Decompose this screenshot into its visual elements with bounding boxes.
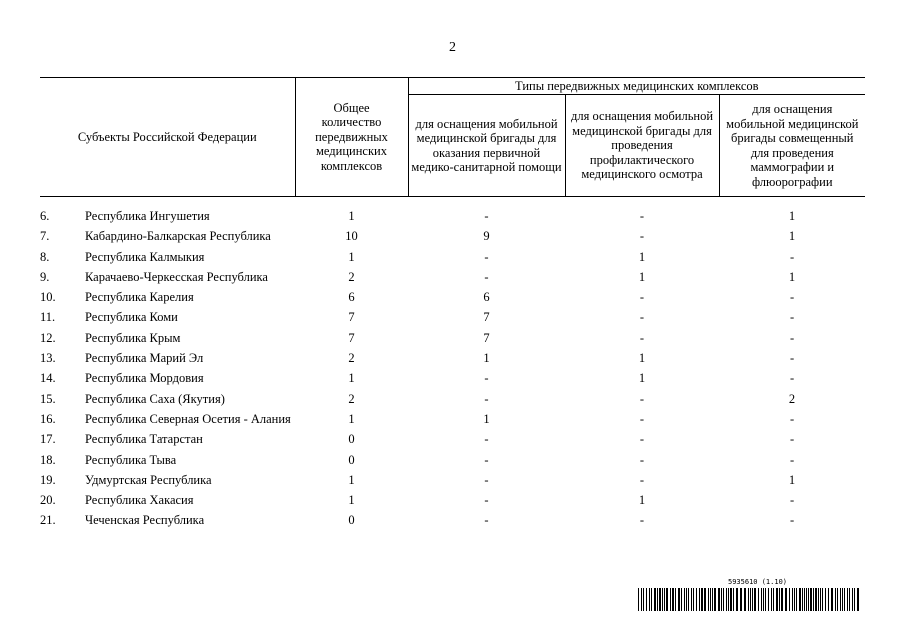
row-type2: - xyxy=(639,411,645,426)
row-type1: 7 xyxy=(483,330,490,345)
row-type3: 1 xyxy=(788,229,796,244)
row-total: 7 xyxy=(348,330,355,345)
row-total: 0 xyxy=(348,452,355,467)
row-type2: - xyxy=(639,432,645,447)
header-type2: для оснащения мобильной медицинской бригады для проведения профилактического медицинского осмотра xyxy=(565,95,719,197)
table-row xyxy=(40,493,865,513)
row-type2: - xyxy=(639,472,645,487)
barcode xyxy=(638,578,860,612)
row-type2: 1 xyxy=(638,493,646,508)
row-type2: 1 xyxy=(638,249,646,264)
row-type2: - xyxy=(639,452,645,467)
row-type1: - xyxy=(484,432,489,447)
row-number: 16. xyxy=(40,411,56,426)
header-total: Общее количество передвижных медицинских комплексов xyxy=(295,78,408,197)
row-type2: 1 xyxy=(638,269,646,284)
row-type3: 1 xyxy=(788,472,796,487)
row-total: 1 xyxy=(348,411,355,426)
row-total: 0 xyxy=(348,513,355,528)
row-total: 2 xyxy=(348,391,355,406)
row-type2: 1 xyxy=(638,371,646,386)
row-type1: 6 xyxy=(483,290,490,305)
row-type1: - xyxy=(484,513,489,528)
header-type3: для оснащения мобильной медицинской бригады совмещенный для проведения маммографии и флюорографии xyxy=(719,95,865,197)
row-type1: - xyxy=(484,452,489,467)
row-number: 10. xyxy=(40,290,56,305)
header-types: Типы передвижных медицинских комплексов xyxy=(408,78,865,95)
row-type2: - xyxy=(639,513,645,528)
row-subject-name: Чеченская Республика xyxy=(85,513,205,528)
row-type2: - xyxy=(639,209,645,223)
row-number: 8. xyxy=(40,249,50,264)
row-type1: - xyxy=(484,371,489,386)
row-subject-name: Республика Северная Осетия - Алания xyxy=(85,411,291,426)
row-number: 12. xyxy=(40,330,56,345)
table-row xyxy=(40,209,865,229)
row-total: 0 xyxy=(348,432,355,447)
row-subject-name: Удмуртская Республика xyxy=(85,472,212,487)
row-total: 1 xyxy=(348,249,355,264)
row-number: 9. xyxy=(40,269,50,284)
row-subject-name: Республика Коми xyxy=(85,310,178,325)
row-total: 10 xyxy=(345,229,358,244)
row-type2: - xyxy=(639,290,645,305)
row-number: 13. xyxy=(40,351,56,366)
row-type3: - xyxy=(789,351,795,366)
row-type3: - xyxy=(789,452,795,467)
row-type1: 1 xyxy=(483,411,490,426)
row-subject-name: Республика Хакасия xyxy=(85,493,194,508)
table-row xyxy=(40,290,865,310)
row-type1: 7 xyxy=(483,310,490,325)
table-row xyxy=(40,432,865,452)
table-row xyxy=(40,310,865,330)
row-total: 1 xyxy=(348,371,355,386)
row-total: 7 xyxy=(348,310,355,325)
table-row xyxy=(40,270,865,290)
row-total: 2 xyxy=(348,351,355,366)
row-number: 17. xyxy=(40,432,56,447)
table-row xyxy=(40,250,865,270)
row-type2: - xyxy=(639,330,645,345)
row-subject-name: Республика Карелия xyxy=(85,290,194,305)
row-type1: 9 xyxy=(483,229,490,244)
row-type2: - xyxy=(639,310,645,325)
row-number: 18. xyxy=(40,452,56,467)
row-number: 21. xyxy=(40,513,56,528)
row-type1: - xyxy=(484,269,489,284)
row-subject-name: Республика Марий Эл xyxy=(85,351,204,366)
row-subject-name: Карачаево-Черкесская Республика xyxy=(85,269,268,284)
row-type3: - xyxy=(789,249,795,264)
row-number: 20. xyxy=(40,493,56,508)
row-type1: - xyxy=(484,472,489,487)
table-row xyxy=(40,331,865,351)
row-number: 6. xyxy=(40,209,50,223)
row-type1: - xyxy=(484,493,489,508)
row-type3: 2 xyxy=(788,391,796,406)
row-type2: 1 xyxy=(638,351,646,366)
row-type1: - xyxy=(484,209,489,223)
row-total: 2 xyxy=(348,269,355,284)
row-type3: - xyxy=(789,411,795,426)
row-total: 1 xyxy=(348,493,355,508)
table-row xyxy=(40,351,865,371)
header-type1: для оснащения мобильной медицинской бригады для оказания первичной медико-санитарной помощи xyxy=(408,95,565,197)
row-number: 11. xyxy=(40,310,56,325)
row-number: 15. xyxy=(40,391,56,406)
row-type3: - xyxy=(789,493,795,508)
row-type2: - xyxy=(639,391,645,406)
table-row xyxy=(40,513,865,533)
row-number: 7. xyxy=(40,229,50,244)
row-type3: 1 xyxy=(788,269,796,284)
row-number: 14. xyxy=(40,371,56,386)
row-subject-name: Кабардино-Балкарская Республика xyxy=(85,229,271,244)
header-subjects: Субъекты Российской Федерации xyxy=(40,78,295,197)
row-subject-name: Республика Крым xyxy=(85,330,181,345)
row-type3: - xyxy=(789,432,795,447)
table-row xyxy=(40,392,865,412)
row-type3: - xyxy=(789,371,795,386)
row-total: 1 xyxy=(348,472,355,487)
row-number: 19. xyxy=(40,472,56,487)
row-type3: - xyxy=(789,290,795,305)
barcode-image xyxy=(638,588,860,611)
row-type3: - xyxy=(789,310,795,325)
row-type1: 1 xyxy=(483,351,490,366)
table-row xyxy=(40,412,865,432)
row-type2: - xyxy=(639,229,645,244)
complexes-table xyxy=(40,77,865,534)
row-total: 1 xyxy=(348,209,355,223)
row-subject-name: Республика Тыва xyxy=(85,452,177,467)
table-row xyxy=(40,229,865,249)
row-type1: - xyxy=(484,249,489,264)
row-subject-name: Республика Татарстан xyxy=(85,432,203,447)
row-subject-name: Республика Ингушетия xyxy=(85,209,210,223)
row-type3: 1 xyxy=(788,209,796,223)
row-subject-name: Республика Саха (Якутия) xyxy=(85,391,225,406)
row-type3: - xyxy=(789,330,795,345)
row-type1: - xyxy=(484,391,489,406)
row-total: 6 xyxy=(348,290,355,305)
table-body xyxy=(40,197,865,534)
table-row xyxy=(40,473,865,493)
row-subject-name: Республика Мордовия xyxy=(85,371,204,386)
page-number: 2 xyxy=(449,40,456,55)
row-type3: - xyxy=(789,513,795,528)
table-row xyxy=(40,371,865,391)
barcode-label: 5935610 (1.10) xyxy=(728,578,788,586)
row-subject-name: Республика Калмыкия xyxy=(85,249,205,264)
table-row xyxy=(40,453,865,473)
